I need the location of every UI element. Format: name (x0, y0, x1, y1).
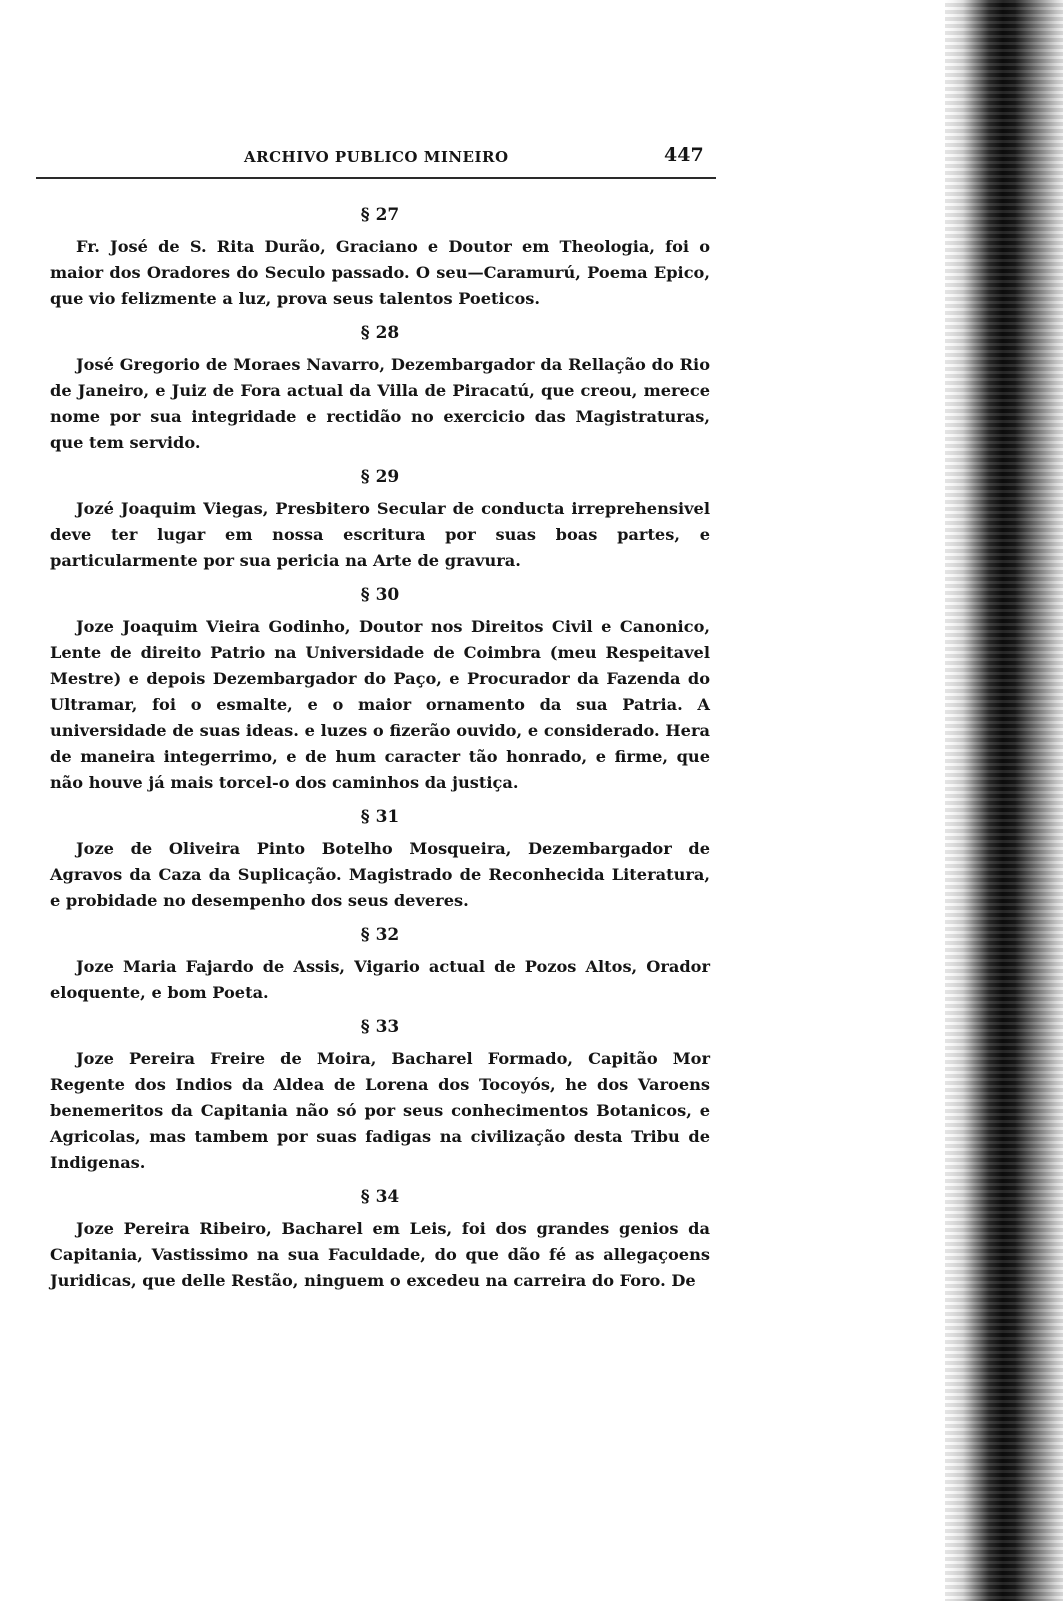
section-text: Joze Joaquim Vieira Godinho, Doutor nos Direitos Civil e Canonico, Lente de direito Patrio na Universidade de Coimbra (meu Respeitavel Mestre) e depois Dezembargador do Paço, e Procurador da Fazenda do Ultramar, foi o esmalte, e o maior ornamento da sua Patria. A universidade de suas ideas. e luzes o fizerão ouvido, e considerado. Hera de maneira integerrimo, e de hum caracter tão honrado, e firme, que não houve já mais torcel-o dos caminhos da justiça. (50, 617, 710, 792)
section-mark: § 33 (360, 1017, 400, 1037)
section-text: Joze Pereira Freire de Moira, Bacharel Formado, Capitão Mor Regente dos Indios da Aldea de Lorena dos Tocoyós, he dos Varoens benemeritos da Capitania não só por seus conhecimentos Botanicos, e Agricolas, mas tambem por suas fadigas na civilização desta Tribu de Indigenas. (50, 1049, 710, 1172)
section-text: Joze de Oliveira Pinto Botelho Mosqueira, Dezembargador de Agravos da Caza da Suplicação. Magistrado de Reconhecida Literatura, e probidade no desempenho dos seus deveres. (50, 839, 710, 910)
section-mark: § 29 (360, 467, 400, 487)
section-text: Fr. José de S. Rita Durão, Graciano e Doutor em Theologia, foi o maior dos Oradores do Seculo passado. O seu—Caramurú, Poema Epico, que vio felizmente a luz, prova seus talentos Poeticos. (50, 237, 710, 308)
book-binding-edge (945, 0, 1063, 1601)
section-mark: § 30 (360, 585, 400, 605)
section-mark: § 32 (360, 925, 400, 945)
section-33 (50, 1012, 710, 1176)
section-text: Jozé Joaquim Viegas, Presbitero Secular de conducta irreprehensivel deve ter lugar em nossa escritura por suas boas partes, e particularmente por sua pericia na Arte de gravura. (50, 499, 710, 570)
page-number: 447 (664, 144, 704, 166)
section-mark: § 31 (360, 807, 400, 827)
section-text: Joze Maria Fajardo de Assis, Vigario actual de Pozos Altos, Orador eloquente, e bom Poeta. (50, 957, 710, 1002)
section-mark: § 28 (360, 323, 400, 343)
section-31 (50, 802, 710, 914)
section-30 (50, 580, 710, 796)
section-mark: § 34 (360, 1187, 400, 1207)
section-34 (50, 1182, 710, 1294)
section-27 (50, 200, 710, 312)
page-content (50, 200, 710, 1300)
running-head: ARCHIVO PUBLICO MINEIRO (244, 148, 509, 166)
section-28 (50, 318, 710, 456)
section-text: José Gregorio de Moraes Navarro, Dezembargador da Rellação do Rio de Janeiro, e Juiz de Fora actual da Villa de Piracatú, que creou, merece nome por sua integridade e rectidão no exercicio das Magistraturas, que tem servido. (50, 355, 710, 452)
section-text: Joze Pereira Ribeiro, Bacharel em Leis, foi dos grandes genios da Capitania, Vastissimo na sua Faculdade, do que dão fé as allegaçoens Juridicas, que delle Restão, ninguem o excedeu na carreira do Foro. De (50, 1219, 710, 1290)
section-32 (50, 920, 710, 1006)
section-mark: § 27 (360, 205, 400, 225)
section-29 (50, 462, 710, 574)
page-header (36, 140, 716, 180)
header-rule (36, 177, 716, 179)
